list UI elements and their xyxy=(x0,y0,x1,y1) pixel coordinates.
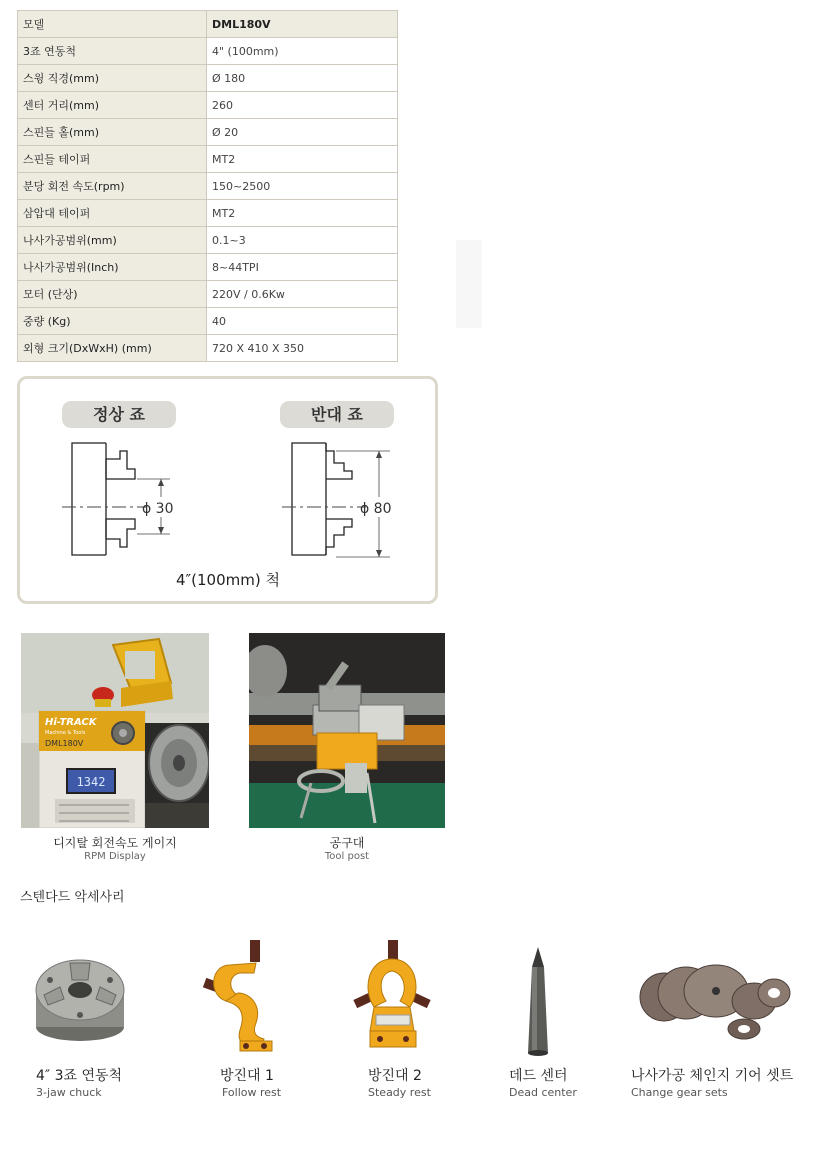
spec-row xyxy=(18,308,398,335)
spec-value: 150~2500 xyxy=(207,173,398,200)
follow-rest-icon xyxy=(200,935,280,1064)
spec-label: 모델 xyxy=(18,11,207,38)
spec-table xyxy=(17,10,398,362)
rpm-panel-brand-sub: Machine & Tools xyxy=(45,730,86,736)
spec-value: MT2 xyxy=(207,146,398,173)
spec-label: 스핀들 홀(mm) xyxy=(18,119,207,146)
dead-center-name-en: Dead center xyxy=(509,1086,577,1099)
spec-label: 3죠 연동척 xyxy=(18,38,207,65)
spec-row xyxy=(18,92,398,119)
spec-label: 스윙 직경(mm) xyxy=(18,65,207,92)
dead-center-icon xyxy=(518,935,558,1064)
follow-rest-name-en: Follow rest xyxy=(222,1086,282,1099)
rpm-lcd-value: 1342 xyxy=(76,775,106,789)
spec-label: 스핀들 테이퍼 xyxy=(18,146,207,173)
spec-row xyxy=(18,38,398,65)
normal-jaw-dimension: ϕ 30 xyxy=(142,501,174,517)
faint-background-mark xyxy=(456,240,482,328)
spec-value: MT2 xyxy=(207,200,398,227)
spec-label: 분당 회전 속도(rpm) xyxy=(18,173,207,200)
reverse-jaw-drawing xyxy=(292,443,352,555)
chuck-size-caption: 4″(100mm) 척 xyxy=(176,571,280,589)
spec-row xyxy=(18,335,398,362)
spec-label: 나사가공범위(Inch) xyxy=(18,254,207,281)
steady-rest-icon xyxy=(352,935,432,1064)
rpm-caption-ko: 디지탈 회전속도 게이지 xyxy=(53,836,177,850)
rpm-panel-model: DML180V xyxy=(45,739,84,748)
spec-label: 센터 거리(mm) xyxy=(18,92,207,119)
spec-row xyxy=(18,119,398,146)
steady-rest-name-en: Steady rest xyxy=(368,1086,431,1099)
gear-set-icon xyxy=(636,935,806,1049)
spec-value: 4" (100mm) xyxy=(207,38,398,65)
gear-set-name-en: Change gear sets xyxy=(631,1086,728,1099)
rpm-caption-en: RPM Display xyxy=(84,851,146,862)
tool-post-caption-ko: 공구대 xyxy=(329,836,365,850)
spec-value: Ø 20 xyxy=(207,119,398,146)
spec-label: 중량 (Kg) xyxy=(18,308,207,335)
spec-label: 외형 크기(DxWxH) (mm) xyxy=(18,335,207,362)
chuck-name-en: 3-jaw chuck xyxy=(36,1086,102,1099)
accessories-title: 스텐다드 악세사리 xyxy=(20,890,125,905)
normal-jaw-label: 정상 죠 xyxy=(93,405,145,424)
reverse-jaw-label: 반대 죠 xyxy=(311,405,363,424)
spec-value: 260 xyxy=(207,92,398,119)
jaw-diagram-panel xyxy=(17,376,438,604)
steady-rest-name-ko: 방진대 2 xyxy=(368,1068,422,1084)
spec-value: DML180V xyxy=(207,11,398,38)
spec-row xyxy=(18,254,398,281)
spec-value: 40 xyxy=(207,308,398,335)
spec-row xyxy=(18,200,398,227)
rpm-display-photo xyxy=(21,633,209,828)
spec-row xyxy=(18,281,398,308)
spec-value: 0.1~3 xyxy=(207,227,398,254)
reverse-jaw-dimension: ϕ 80 xyxy=(360,501,392,517)
spec-value: 720 X 410 X 350 xyxy=(207,335,398,362)
spec-label: 나사가공범위(mm) xyxy=(18,227,207,254)
tool-post-photo xyxy=(249,633,445,828)
normal-jaw-drawing xyxy=(72,443,135,555)
chuck-icon xyxy=(30,935,130,1059)
spec-value: 8~44TPI xyxy=(207,254,398,281)
spec-value: Ø 180 xyxy=(207,65,398,92)
follow-rest-name-ko: 방진대 1 xyxy=(220,1068,274,1084)
spec-row xyxy=(18,11,398,38)
chuck-name-ko: 4″ 3죠 연동척 xyxy=(36,1068,123,1084)
spec-value: 220V / 0.6Kw xyxy=(207,281,398,308)
dead-center-name-ko: 데드 센터 xyxy=(509,1068,568,1084)
jaw-diagram xyxy=(20,379,441,607)
spec-row xyxy=(18,173,398,200)
spec-row xyxy=(18,65,398,92)
spec-label: 모터 (단상) xyxy=(18,281,207,308)
spec-label: 삼압대 테이퍼 xyxy=(18,200,207,227)
gear-set-name-ko: 나사가공 체인지 기어 셋트 xyxy=(631,1068,794,1084)
rpm-panel-brand: Hi-TRACK xyxy=(45,717,97,728)
spec-row xyxy=(18,146,398,173)
spec-row xyxy=(18,227,398,254)
tool-post-caption-en: Tool post xyxy=(324,851,370,862)
